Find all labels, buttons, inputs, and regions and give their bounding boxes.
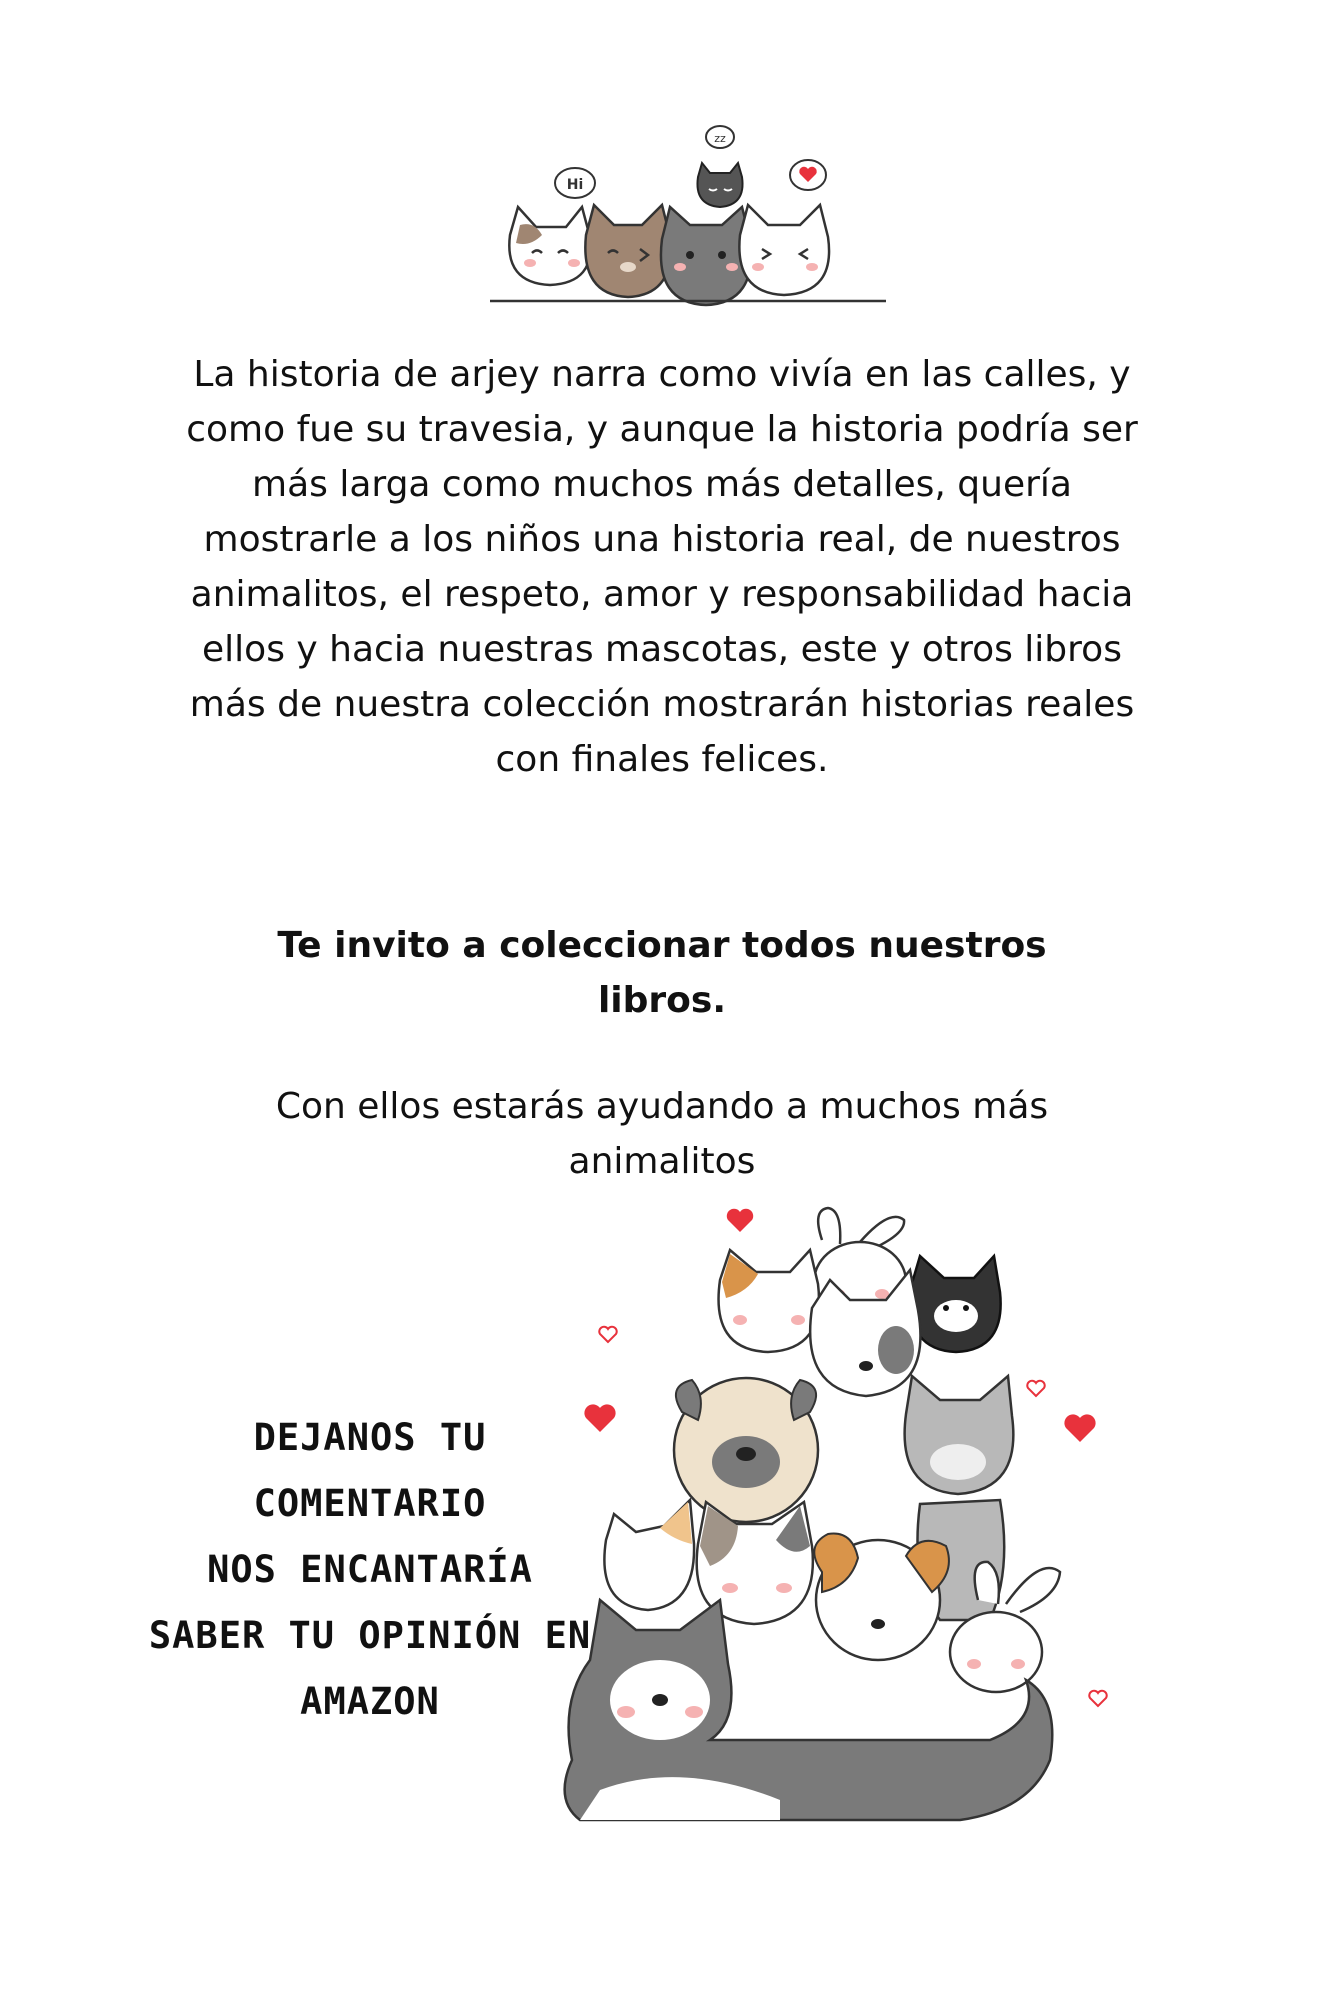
cta-line-5: AMAZON [300,1680,440,1723]
pug-icon [674,1378,818,1522]
white-cat-right-icon [739,205,829,295]
cta-line-2: COMENTARIO [253,1482,487,1525]
sleeping-cat-icon [697,163,742,207]
gray-cat-icon [661,207,751,305]
story-paragraph: La historia de arjey narra como vivía en las calles, y como fue su travesia, y aunque la historia podría ser más larga como muchos más detalles, quería mostrarle a los niños una historia real, de nuestros animalitos, el respeto, amor y responsabilidad hacia ellos y hacia nuestras mascotas, este y otros libros más de nuestra colección mostrarán historias reales con finales felices. [186,354,1138,780]
cta-line-4: SABER TU OPINIÓN EN [148,1614,592,1657]
invite-heading: Te invito a coleccionar todos nuestros libros. [277,925,1047,1021]
small-calico-cat-icon [604,1500,694,1610]
heart-outline-icon [1089,1691,1106,1706]
speech-zz-text: zz [714,132,726,145]
heart-icon [584,1404,615,1432]
speech-bubble-hi [555,168,595,198]
black-cat-icon [910,1256,1001,1352]
calico-cat-icon [719,1250,819,1352]
helping-text: Con ellos estarás ayudando a muchos más animalitos [275,1086,1049,1182]
cta-line-3: NOS ENCANTARÍA [207,1548,533,1591]
speech-bubble-zz [706,126,734,148]
heart-icon [727,1209,753,1232]
puppy-icon [814,1534,949,1661]
white-cat-icon [509,207,590,285]
heart-outline-icon [1027,1381,1044,1396]
kittens-row-illustration [490,125,886,315]
review-call-to-action [130,1405,610,1735]
heart-icon [1064,1414,1095,1442]
heart-outline-icon [599,1327,616,1342]
heart-bubble-icon [790,160,826,190]
brown-cat-icon [585,205,670,297]
pets-pile-illustration [560,1200,1120,1840]
cta-line-1: DEJANOS TU [253,1416,487,1459]
speech-hi-text: Hi [566,177,584,193]
